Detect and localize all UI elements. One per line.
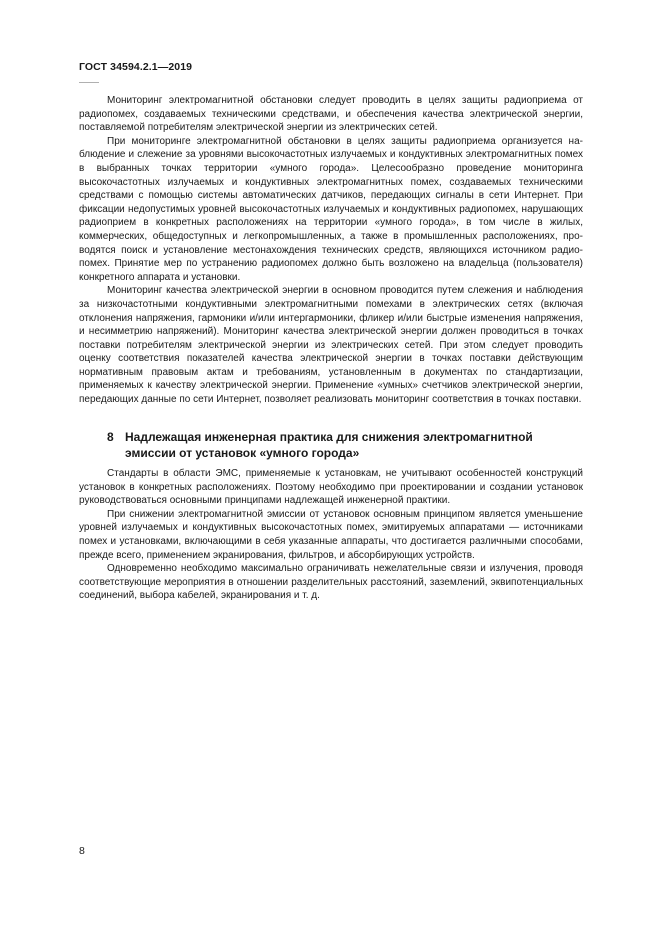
paragraph: При снижении электромагнитной эмиссии от установок основным принципом является уменьшение уровней излучаемых и кондуктивных высокочастотных помех, эмитируемых аппаратами — источниками помех и установками, включающими в себя указанные аппараты, что достигается различными способами, прежде всего, применением экранирования, фильтров, и абсорбирующих устройств. xyxy=(79,508,583,561)
intro-text-block xyxy=(79,94,583,407)
section-8-heading xyxy=(107,429,577,461)
paragraph: Мониторинг электромагнитной обстановки следует проводить в целях защиты радиоприема от радиопомех, создаваемых техническими средствами, и обеспечения качества электрической энергии, поставляемой потребителям электрической энергии из электрических сетей. xyxy=(79,95,583,134)
paragraph: Стандарты в области ЭМС, применяемые к установкам, не учитывают особенностей конструкций установок в конкретных расположениях. Поэтому необходимо при проектировании и создании установок руководствоваться основными принципами надлежащей инженерной практики. xyxy=(79,468,583,507)
section-title-line1: Надлежащая инженерная практика для снижения электромагнитной xyxy=(125,430,533,444)
section-number: 8 xyxy=(107,430,114,444)
paragraph: Одновременно необходимо максимально ограничивать нежелательные связи и излучения, проводя соответствующие мероприятия в отношении разделительных расстояний, заземлений, эквипотенциальных соединений, выбора кабелей, экранирования и т. д. xyxy=(79,563,583,602)
header-rule xyxy=(79,82,99,83)
paragraph: При мониторинге электромагнитной обстановки в целях защиты радиоприема организуется наблюдение и слежение за уровнями высокочастотных излучаемых и кондуктивных электромагнитных помех в выбранных точках территории «умного города». Целесообразно проведение мониторинга высокочастотных излучаемых и кондуктивных электромагнитных помех, создаваемых техническими средствами с помощью системы автоматических датчиков, передающих сигналы в сети Интернет. При фиксации недопустимых уровней высокочастотных излучаемых и кондуктивных радиопомех, нарушающих радиоприем в конкретных расположениях на территории «умного города», в том числе в жилых, коммерческих, общедоступных и легкопромышленных, а также в промышленных расположениях, проводятся поиск и установление местонахождения технических средств, являющихся источником радиопомех. Принятие мер по устранению радиопомех должно быть возложено на владельца (пользователя) конкретного аппарата и установки. xyxy=(79,135,583,283)
page-number: 8 xyxy=(79,845,85,857)
paragraph: Мониторинг качества электрической энергии в основном проводится путем слежения и наблюдения за низкочастотными кондуктивными электромагнитными помехами в электрических сетях (включая отклонения напряжения, гармоники и/или интергармоники, фликер и/или быстрые изменения напряжения, и несимметрию напряжений). Мониторинг качества электрической энергии должен проводиться в точках поставки потребителям электрической энергии из электрических сетей. При этом следует проводить оценку соответствия показателей качества электрической энергии в точках поставки действующим нормативным правовым актам и требованиям, установленным в документах по стандартизации, применяемых к качеству электрической энергии. Применение «умных» счетчиков электрической энергии, передающих данные по сети Интернет, позволяет реализовать мониторинг соответствия в точках поставки. xyxy=(79,285,583,406)
document-header: ГОСТ 34594.2.1—2019 xyxy=(79,61,193,73)
section-title-line2: эмиссии от установок «умного города» xyxy=(125,446,360,460)
section-8-text-block xyxy=(79,467,583,603)
